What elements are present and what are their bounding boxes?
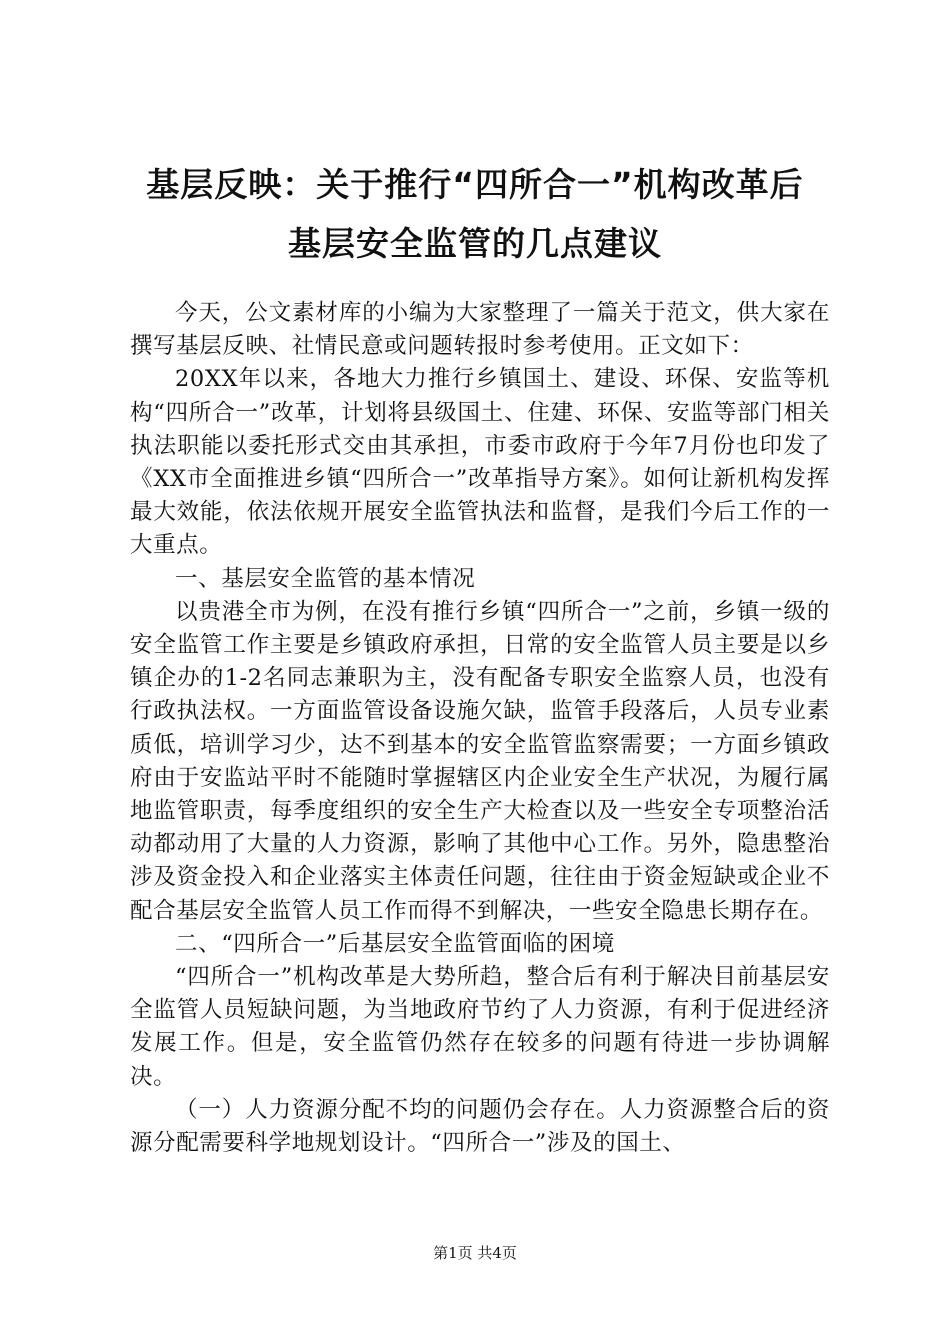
situation-paragraph: 以贵港全市为例，在没有推行乡镇“四所合一”之前，乡镇一级的安全监管工作主要是乡镇政府承担，日常的安全监管人员主要是以乡镇企办的1-2名同志兼职为主，没有配备专职安全监察人员，也没有行政执法权。一方面监管设备设施欠缺，监管手段落后，人员专业素质低，培训学习少，达不到基本的安全监管监察需要；一方面乡镇政府由于安监站平时不能随时掌握辖区内企业安全生产状况，为履行属地监管职责，每季度组织的安全生产大检查以及一些安全专项整治活动都动用了大量的人力资源，影响了其他中心工作。另外，隐患整治涉及资金投入和企业落实主体责任问题，往往由于资金短缺或企业不配合基层安全监管人员工作而得不到解决，一些安全隐患长期存在。 xyxy=(130,598,830,924)
section-heading-2: 二、“四所合一”后基层安全监管面临的困境 xyxy=(175,930,616,957)
background-paragraph: 20XX年以来，各地大力推行乡镇国土、建设、环保、安监等机构“四所合一”改革，计划将县级国土、住建、环保、安监等部门相关执法职能以委托形式交由其承担，市委市政府于今年7月份也印发了《XX市全面推进乡镇“四所合一”改革指导方案》。如何让新机构发挥最大效能，依法依规开展安全监管执法和监督，是我们今后工作的一大重点。 xyxy=(130,366,830,559)
section-heading-1: 一、基层安全监管的基本情况 xyxy=(175,565,476,592)
reform-paragraph: “四所合一”机构改革是大势所趋，整合后有利于解决目前基层安全监管人员短缺问题，为当地政府节约了人力资源，有利于促进经济发展工作。但是，安全监管仍然存在较多的问题有待进一步协调解决。 xyxy=(130,964,830,1090)
document-title-line-1: 基层反映：关于推行“四所合一”机构改革后 xyxy=(146,165,804,204)
page-number-footer: 第1页 共4页 xyxy=(433,1244,517,1262)
subsection-paragraph-1: （一）人力资源分配不均的问题仍会存在。人力资源整合后的资源分配需要科学地规划设计。“四所合一”涉及的国土、 xyxy=(130,1096,830,1157)
document-title-line-2: 基层安全监管的几点建议 xyxy=(288,224,662,263)
document-body xyxy=(130,297,830,1160)
intro-paragraph: 今天，公文素材库的小编为大家整理了一篇关于范文，供大家在撰写基层反映、社情民意或问题转报时参考使用。正文如下： xyxy=(130,300,830,360)
